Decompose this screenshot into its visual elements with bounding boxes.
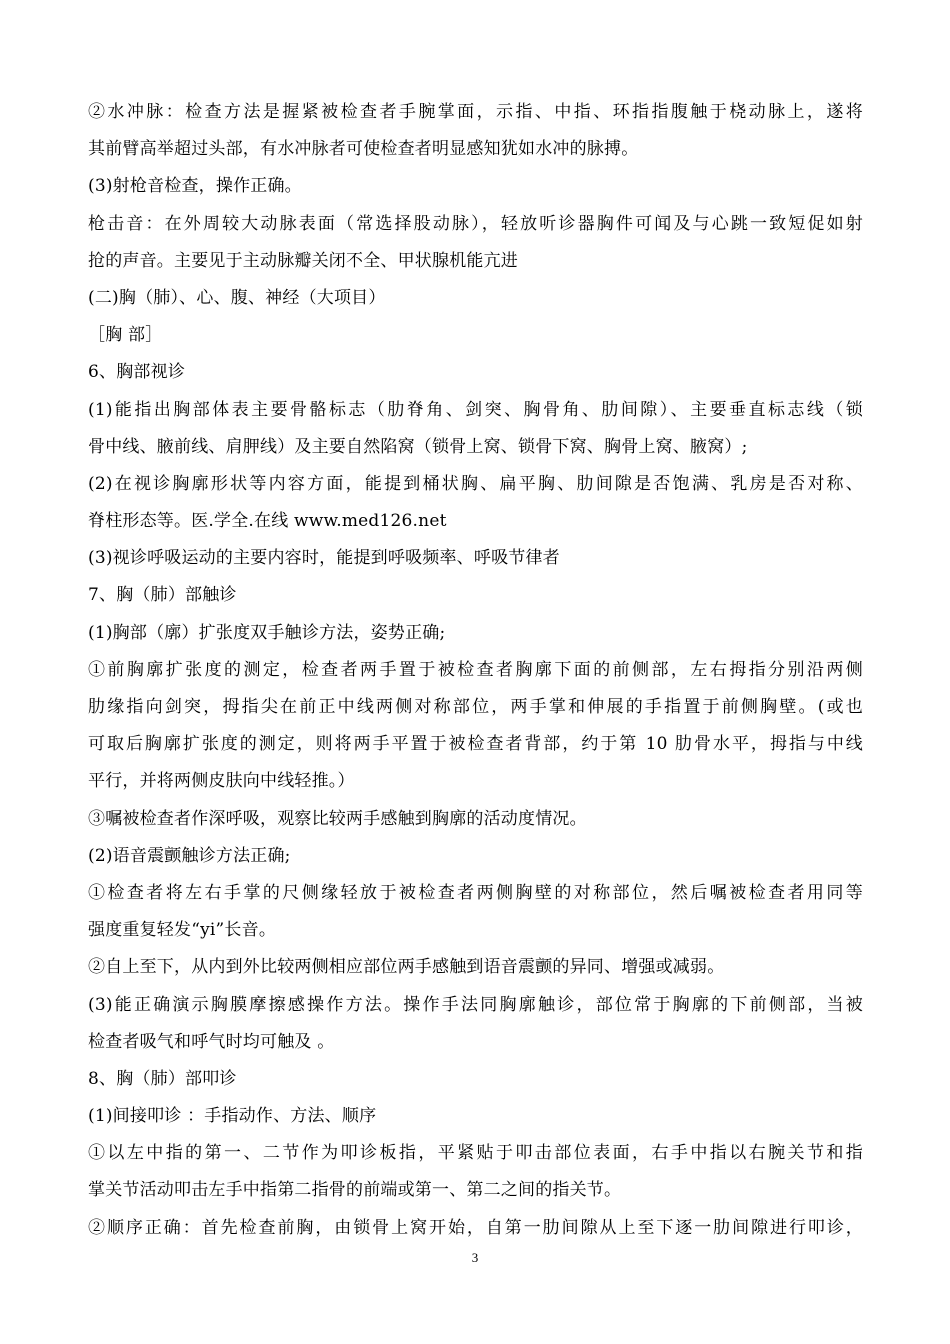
- text-line: 可取后胸廓扩张度的测定，则将两手平置于被检查者背部，约于第 10 肋骨水平，拇指与中线: [88, 734, 863, 755]
- section-heading: (二)胸（肺）、心、腹、神经（大项目）: [88, 287, 386, 308]
- text-line: (2)在视诊胸廓形状等内容方面，能提到桶状胸、扁平胸、肋间隙是否饱满、乳房是否对称、: [88, 473, 863, 494]
- text-line: ②自上至下，从内到外比较两侧相应部位两手感触到语音震颤的异同、增强或减弱。: [88, 957, 725, 978]
- text-line: 抢的声音。主要见于主动脉瓣关闭不全、甲状腺机能亢进: [88, 250, 518, 271]
- text-line: (1)胸部（廓）扩张度双手触诊方法，姿势正确;: [88, 622, 446, 643]
- text-line: ①前胸廓扩张度的测定，检查者两手置于被检查者胸廓下面的前侧部，左右拇指分别沿两侧: [88, 659, 863, 680]
- text-line: (1)间接叩诊 ：手指动作、方法、顺序: [88, 1106, 377, 1127]
- text-line: 肋缘指向剑突，拇指尖在前正中线两侧对称部位，两手掌和伸展的手指置于前侧胸壁。(或也: [88, 697, 863, 717]
- text-line: ①以左中指的第一、二节作为叩诊板指，平紧贴于叩击部位表面，右手中指以右腕关节和指: [88, 1143, 863, 1164]
- item-heading: 7、胸（肺）部触诊: [88, 585, 237, 606]
- text-line: ②顺序正确：首先检查前胸，由锁骨上窝开始，自第一肋间隙从上至下逐一肋间隙进行叩诊，: [88, 1217, 863, 1238]
- text-line: 检查者吸气和呼气时均可触及 。: [88, 1031, 335, 1052]
- text-line: (3)视诊呼吸运动的主要内容时，能提到呼吸频率、呼吸节律者: [88, 548, 560, 569]
- section-heading: ［胸 部］: [88, 325, 163, 346]
- text-line: 其前臂高举超过头部，有水冲脉者可使检查者明显感知犹如水冲的脉搏。: [88, 139, 639, 160]
- page-number: 3: [471, 1250, 479, 1265]
- text-line: ①检查者将左右手掌的尺侧缘轻放于被检查者两侧胸壁的对称部位，然后嘱被检查者用同等: [88, 882, 863, 903]
- text-line: ②水冲脉：检查方法是握紧被检查者手腕掌面，示指、中指、环指指腹触于桡动脉上，遂将: [88, 102, 863, 122]
- text-line: 脊柱形态等。医.学全.在线 www.med126.net: [88, 511, 447, 532]
- text-line: (1)能指出胸部体表主要骨骼标志（肋脊角、剑突、胸骨角、肋间隙）、主要垂直标志线（锁: [88, 399, 863, 420]
- text-line: (2)语音震颤触诊方法正确;: [88, 845, 291, 866]
- item-heading: 8、胸（肺）部叩诊: [88, 1068, 237, 1089]
- text-line: (3)能正确演示胸膜摩擦感操作方法。操作手法同胸廓触诊，部位常于胸廓的下前侧部，当被: [88, 994, 863, 1015]
- text-line: 骨中线、腋前线、肩胛线）及主要自然陷窝（锁骨上窝、锁骨下窝、胸骨上窝、腋窝）;: [88, 436, 748, 457]
- text-line: ③嘱被检查者作深呼吸，观察比较两手感触到胸廓的活动度情况。: [88, 808, 587, 829]
- text-line: (3)射枪音检查，操作正确。: [88, 176, 302, 197]
- text-line: 平行，并将两侧皮肤向中线轻推。）: [88, 771, 355, 792]
- document-body: [88, 94, 863, 1247]
- text-line: 强度重复轻发“yi”长音。: [88, 920, 277, 941]
- text-line: 掌关节活动叩击左手中指第二指骨的前端或第一、第二之间的指关节。: [88, 1180, 622, 1201]
- item-heading: 6、胸部视诊: [88, 362, 186, 383]
- text-line: 枪击音：在外周较大动脉表面（常选择股动脉），轻放听诊器胸件可闻及与心跳一致短促如射: [88, 213, 863, 234]
